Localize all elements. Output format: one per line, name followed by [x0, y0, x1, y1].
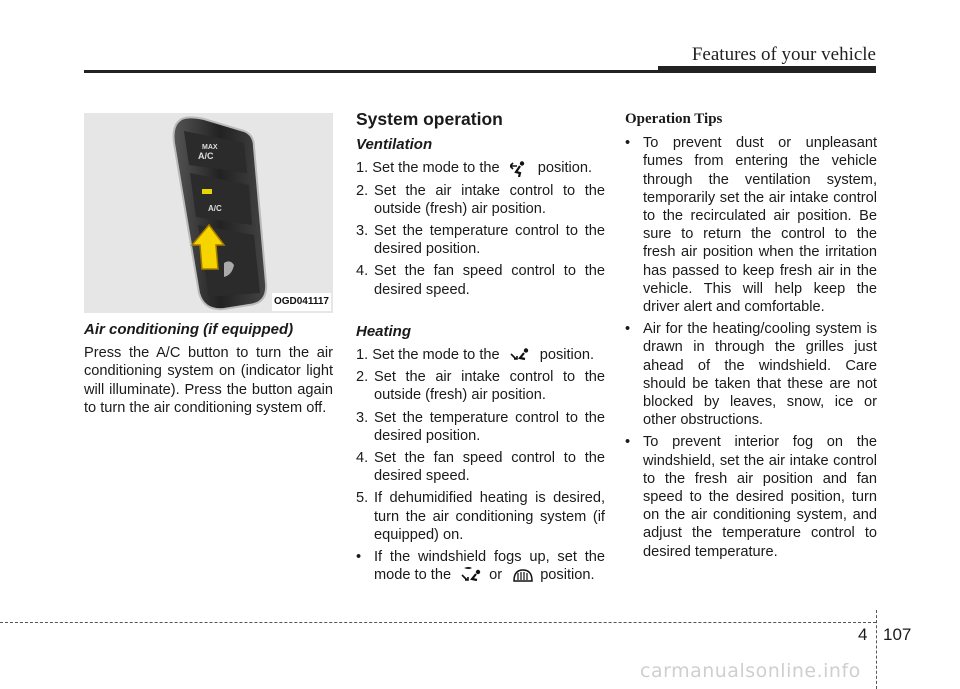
list-item: • If the windshield fogs up, set the mode to the or position. — [356, 549, 605, 584]
chapter-number: 4 — [858, 625, 868, 644]
heating-steps — [356, 368, 605, 544]
ac-control-panel-icon — [84, 113, 333, 313]
heating-bullets — [356, 548, 605, 584]
system-operation-heading: System operation — [356, 109, 503, 129]
max-ac-label: A/C — [198, 151, 214, 161]
floor-mode-icon — [510, 348, 530, 362]
tips-list — [625, 134, 877, 561]
floor-defrost-mode-icon — [461, 567, 483, 583]
indicator-light-icon — [202, 189, 212, 194]
face-vent-mode-icon — [510, 161, 528, 177]
watermark: carmanualsonline.info — [640, 660, 861, 682]
operation-tips-heading: Operation Tips — [625, 111, 723, 127]
step-text: position. — [537, 160, 593, 177]
list-item: 3. Set the temperature control to the desired position. — [356, 409, 605, 444]
ac-button-figure — [84, 113, 333, 313]
ac-heading: Air conditioning (if equipped) — [84, 321, 294, 338]
ac-label: A/C — [208, 204, 222, 213]
ventilation-step-1 — [356, 159, 605, 177]
step-text: 1. Set the mode to the — [356, 347, 500, 364]
right-column — [625, 108, 877, 565]
defrost-mode-icon — [512, 567, 534, 583]
ventilation-steps — [356, 182, 605, 299]
figure-code: OGD041117 — [272, 293, 331, 311]
page-number: 107 — [883, 625, 912, 644]
list-item: 2. Set the air intake control to the outside (fresh) air position. — [356, 369, 605, 404]
list-item: • Air for the heating/cooling system is drawn in through the grilles just ahead of the windshield. Care should be taken that these are not blocked by leaves, snow, ice or other obstructions. — [625, 321, 877, 429]
list-item: 5. If dehumidified heating is desired, turn the air conditioning system (if equipped) on. — [356, 490, 605, 543]
step-text: position. — [539, 347, 595, 364]
heating-heading: Heating — [356, 322, 412, 340]
list-item: 4. Set the fan speed control to the desired speed. — [356, 450, 605, 485]
left-column — [84, 108, 333, 421]
list-item: 3. Set the temperature control to the desired position. — [356, 223, 605, 258]
ventilation-heading: Ventilation — [356, 136, 433, 154]
ac-body: Press the A/C button to turn the air conditioning system on (indicator light will illuminate). Press the button again to turn the air conditioning system off. — [84, 345, 333, 416]
heating-step-1 — [356, 346, 605, 364]
header-title: Features of your vehicle — [691, 44, 876, 65]
footer-rule — [0, 622, 876, 623]
footer-divider — [876, 610, 877, 689]
list-item: 2. Set the air intake control to the outside (fresh) air position. — [356, 182, 605, 217]
middle-column — [356, 108, 605, 588]
list-item: • To prevent dust or unpleasant fumes from entering the vehicle through the ventilation system, temporarily set the air intake control to the recirculated air position. Be sure to return the control to the fresh air position when the irritation has passed to keep fresh air in the vehicle. This will help keep the driver alert and comfortable. — [625, 135, 877, 316]
max-label: MAX — [202, 144, 218, 151]
step-text: 1. Set the mode to the — [356, 160, 500, 177]
header-rule — [84, 70, 876, 73]
list-item: 4. Set the fan speed control to the desired speed. — [356, 263, 605, 298]
list-item: • To prevent interior fog on the windshield, set the air intake control to the fresh air position and fan speed to the desired position, turn on the air conditioning system, and adjust the temperature control to desired temperature. — [625, 434, 877, 560]
